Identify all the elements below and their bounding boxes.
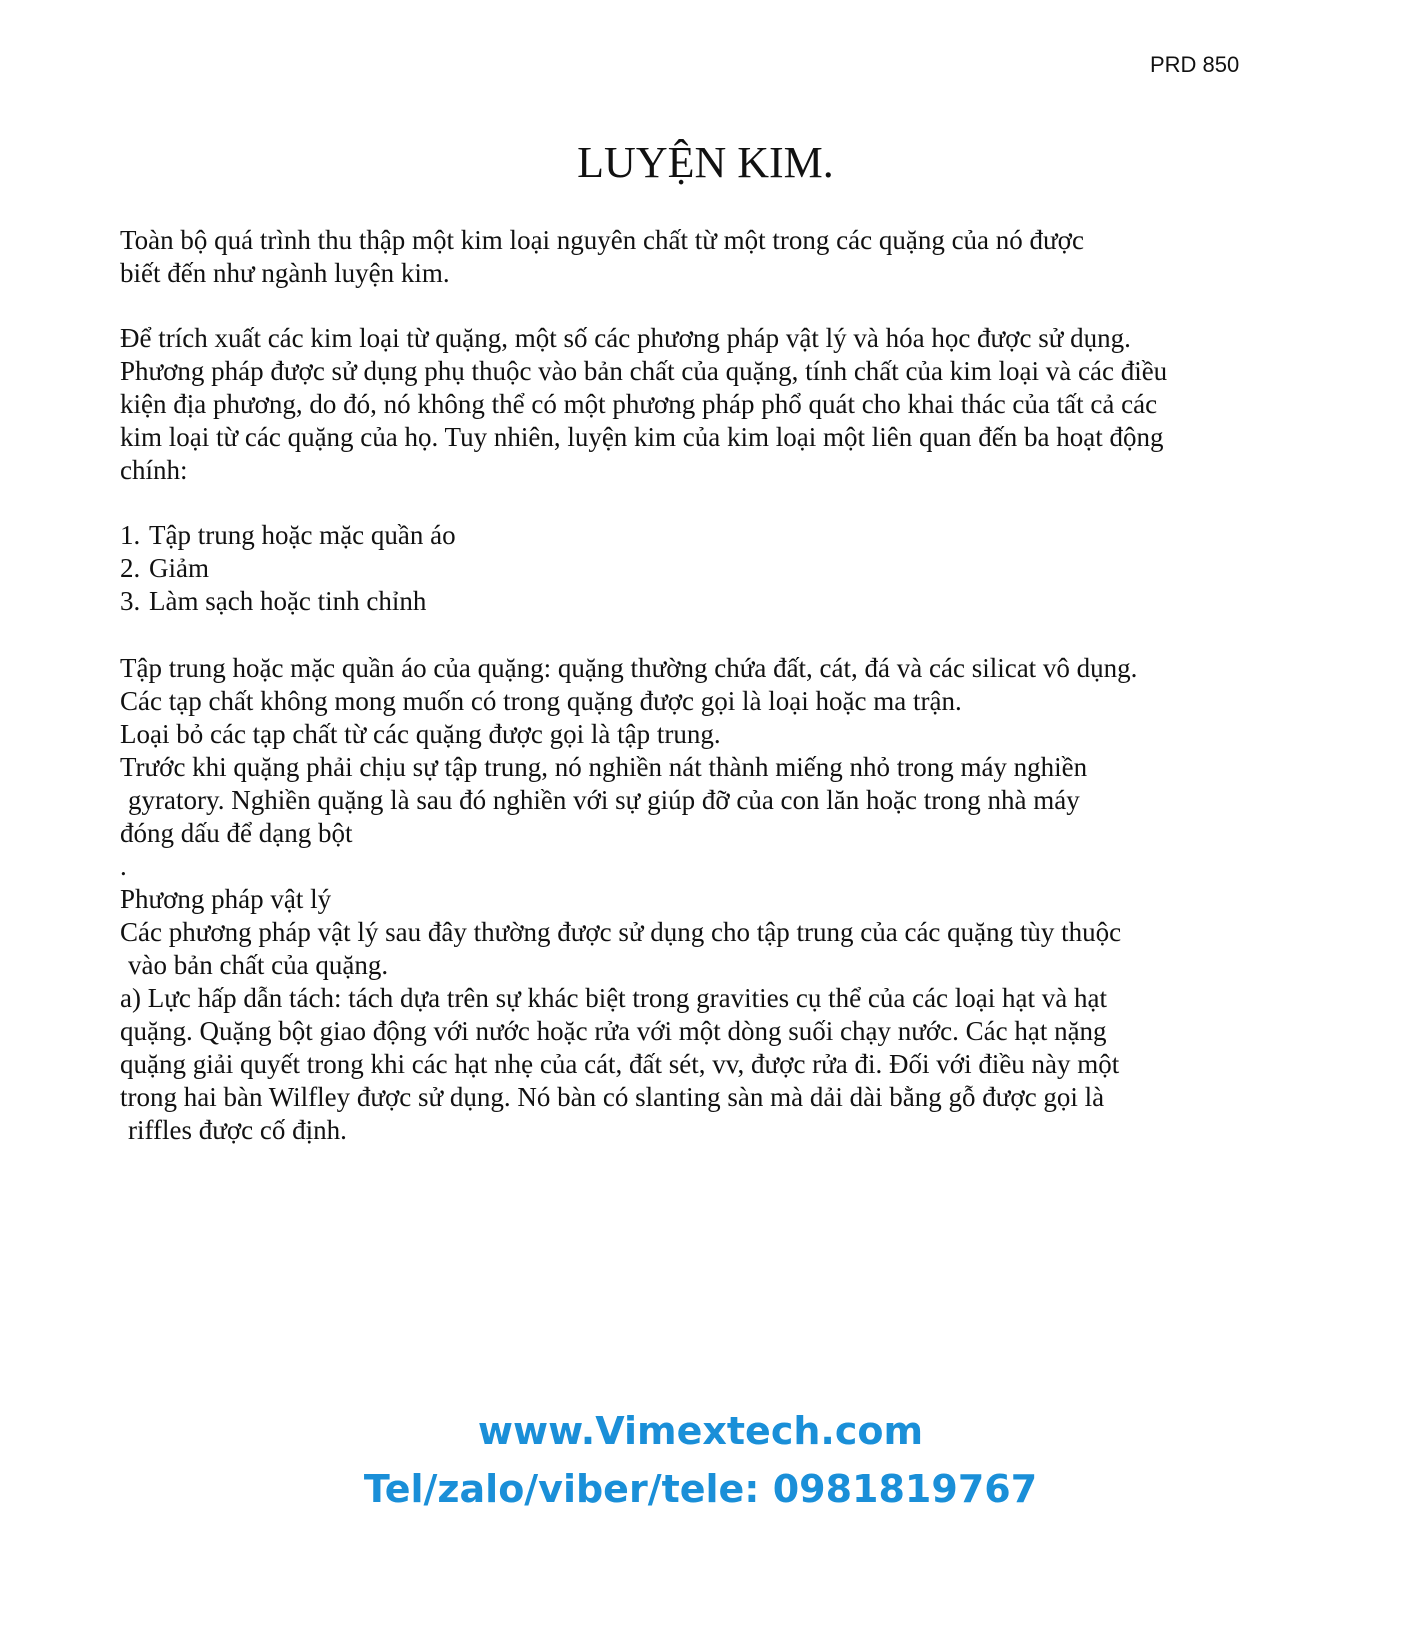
text-line: Tập trung hoặc mặc quần áo của quặng: quặng thường chứa đất, cát, đá và các silicat vô dụng. [120,653,1138,683]
list-item [120,552,1320,585]
text-line: Để trích xuất các kim loại từ quặng, một số các phương pháp vật lý và hóa học được sử dụng. [120,323,1131,353]
text-line: Phương pháp được sử dụng phụ thuộc vào bản chất của quặng, tính chất của kim loại và các điều [120,356,1168,386]
list-item [120,519,1320,552]
section-heading: Phương pháp vật lý [120,884,332,914]
text-line: đóng dấu để dạng bột [120,818,353,848]
physical-methods-paragraph [120,883,1320,1147]
contact-info: Tel/zalo/viber/tele: 0981819767 [363,1467,1038,1511]
text-line: quặng. Quặng bột giao động với nước hoặc rửa với một dòng suối chạy nước. Các hạt nặng [120,1016,1107,1046]
text-line: chính: [120,455,188,485]
text-line: Loại bỏ các tạp chất từ các quặng được gọi là tập trung. [120,719,721,749]
text-line: Các tạp chất không mong muốn có trong quặng được gọi là loại hoặc ma trận. [120,686,962,716]
list-number: 3. [120,586,141,616]
text-line: Các phương pháp vật lý sau đây thường được sử dụng cho tập trung của các quặng tùy thuộc [120,917,1122,947]
text-line: a) Lực hấp dẫn tách: tách dựa trên sự khác biệt trong gravities cụ thể của các loại hạt và hạt [120,983,1107,1013]
document-body [120,224,1320,1147]
operations-list [120,519,1320,618]
intro-paragraph [120,224,1320,290]
text-line: Toàn bộ quá trình thu thập một kim loại nguyên chất từ một trong các quặng của nó được [120,225,1084,255]
document-title: LUYỆN KIM. [577,138,834,187]
list-text: Làm sạch hoặc tinh chỉnh [149,586,427,616]
text-line: Trước khi quặng phải chịu sự tập trung, nó nghiền nát thành miếng nhỏ trong máy nghiền [120,752,1088,782]
list-text: Giảm [149,553,209,583]
list-number: 1. [120,520,141,550]
website-link[interactable]: www.Vimextech.com [477,1409,924,1453]
list-item [120,585,1320,618]
text-line: quặng giải quyết trong khi các hạt nhẹ của cát, đất sét, vv, được rửa đi. Đối với điều này một [120,1049,1120,1079]
text-line: trong hai bàn Wilfley được sử dụng. Nó bàn có slanting sàn mà dải dài bằng gỗ được gọi là [120,1082,1105,1112]
text-line: kim loại từ các quặng của họ. Tuy nhiên, luyện kim của kim loại một liên quan đến ba hoạt động [120,422,1164,452]
document-code: PRD 850 [1150,52,1240,77]
list-text: Tập trung hoặc mặc quần áo [149,520,456,550]
concentration-paragraph [120,652,1320,883]
text-line: biết đến như ngành luyện kim. [120,258,450,288]
text-line: vào bản chất của quặng. [128,950,389,980]
text-line: riffles được cố định. [128,1115,347,1145]
text-line: . [120,851,127,881]
methods-paragraph [120,322,1320,487]
text-line: kiện địa phương, do đó, nó không thể có một phương pháp phổ quát cho khai thác của tất cả các [120,389,1158,419]
list-number: 2. [120,553,141,583]
text-line: gyratory. Nghiền quặng là sau đó nghiền với sự giúp đỡ của con lăn hoặc trong nhà máy [128,785,1080,815]
